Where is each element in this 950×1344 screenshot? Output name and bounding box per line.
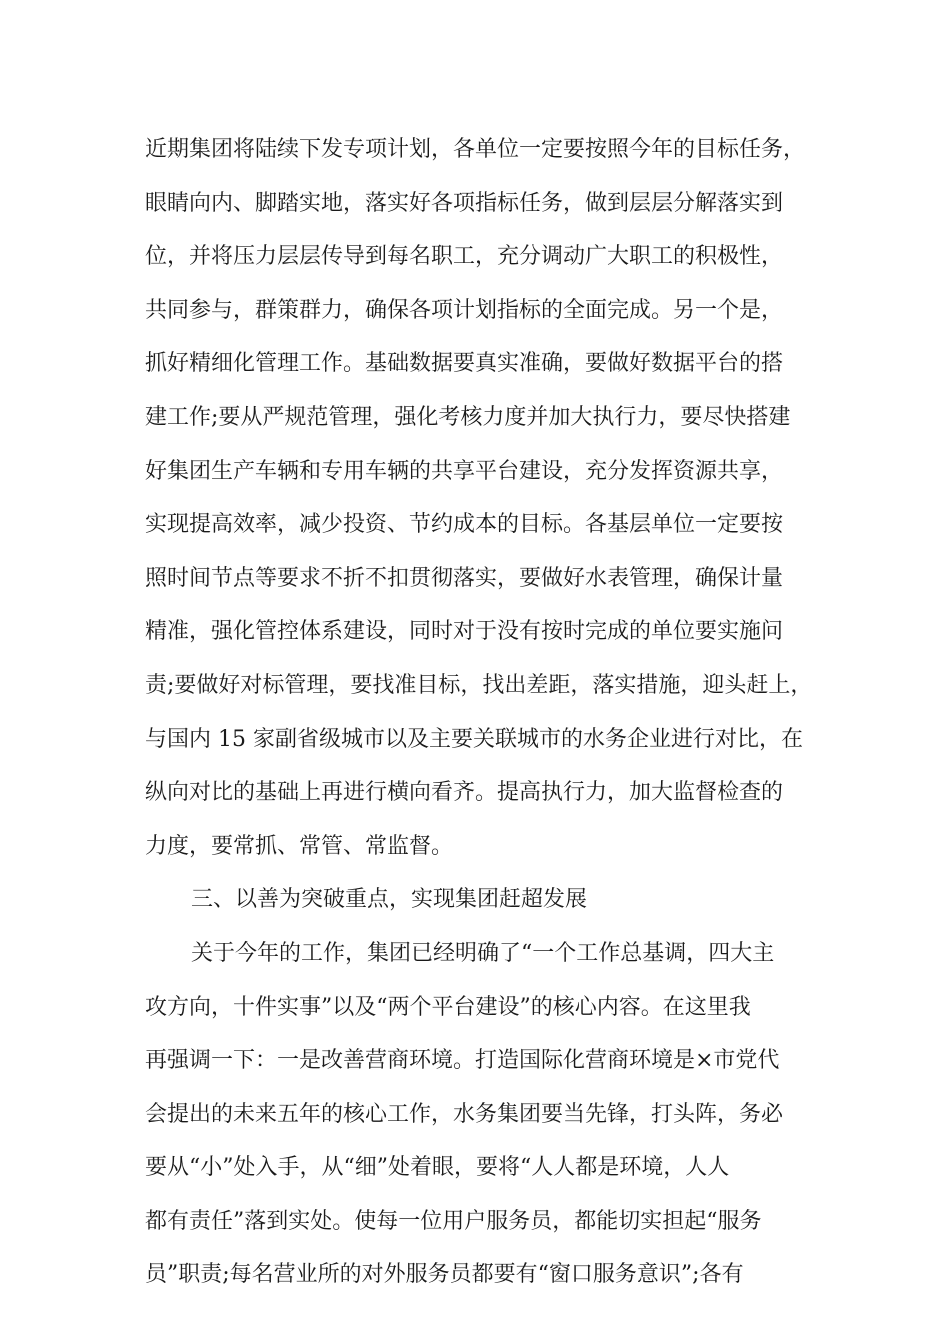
text-line: 建工作;要从严规范管理，强化考核力度并加大执行力，要尽快搭建 <box>145 404 791 430</box>
text-line: 纵向对比的基础上再进行横向看齐。提高执行力，加大监督检查的 <box>145 780 784 806</box>
text-line: 抓好精细化管理工作。基础数据要真实准确，要做好数据平台的搭 <box>145 351 784 377</box>
text-line: 位，并将压力层层传导到每名职工，充分调动广大职工的积极性， <box>145 244 784 270</box>
text-line: 都有责任”落到实处。使每一位用户服务员，都能切实担起“服务 <box>145 1208 762 1234</box>
text-line: 好集团生产车辆和专用车辆的共享平台建设，充分发挥资源共享， <box>145 458 784 484</box>
text-line: 力度，要常抓、常管、常监督。 <box>145 833 454 859</box>
text-line: 会提出的未来五年的核心工作，水务集团要当先锋，打头阵，务必 <box>145 1101 784 1127</box>
text-line: 责;要做好对标管理，要找准目标，找出差距，落实措施，迎头赶上， <box>145 672 813 698</box>
text-line: 攻方向，十件实事”以及“两个平台建设”的核心内容。在这里我 <box>145 994 751 1020</box>
text-line: 员”职责;每名营业所的对外服务员都要有“窗口服务意识”;各有 <box>145 1262 744 1288</box>
text-line: 实现提高效率，减少投资、节约成本的目标。各基层单位一定要按 <box>145 512 784 538</box>
text-line: 要从“小”处入手，从“细”处着眼，要将“人人都是环境，人人 <box>145 1155 730 1181</box>
text-line: 近期集团将陆续下发专项计划，各单位一定要按照今年的目标任务， <box>145 137 806 162</box>
text-line: 与国内 15 家副省级城市以及主要关联城市的水务企业进行对比，在 <box>145 726 803 752</box>
text-line: 照时间节点等要求不折不扣贯彻落实，要做好水表管理，确保计量 <box>145 565 784 591</box>
paragraph-first-line: 关于今年的工作，集团已经明确了“一个工作总基调，四大主 <box>191 940 775 966</box>
text-line: 眼睛向内、脚踏实地，落实好各项指标任务，做到层层分解落实到 <box>145 190 784 216</box>
text-line: 精准，强化管控体系建设，同时对于没有按时完成的单位要实施问 <box>145 619 784 645</box>
body-text <box>145 128 825 1307</box>
section-heading: 三、以善为突破重点，实现集团赶超发展 <box>191 887 588 913</box>
text-line: 共同参与，群策群力，确保各项计划指标的全面完成。另一个是， <box>145 297 784 323</box>
text-line: 再强调一下：一是改善营商环境。打造国际化营商环境是×市党代 <box>145 1048 780 1074</box>
